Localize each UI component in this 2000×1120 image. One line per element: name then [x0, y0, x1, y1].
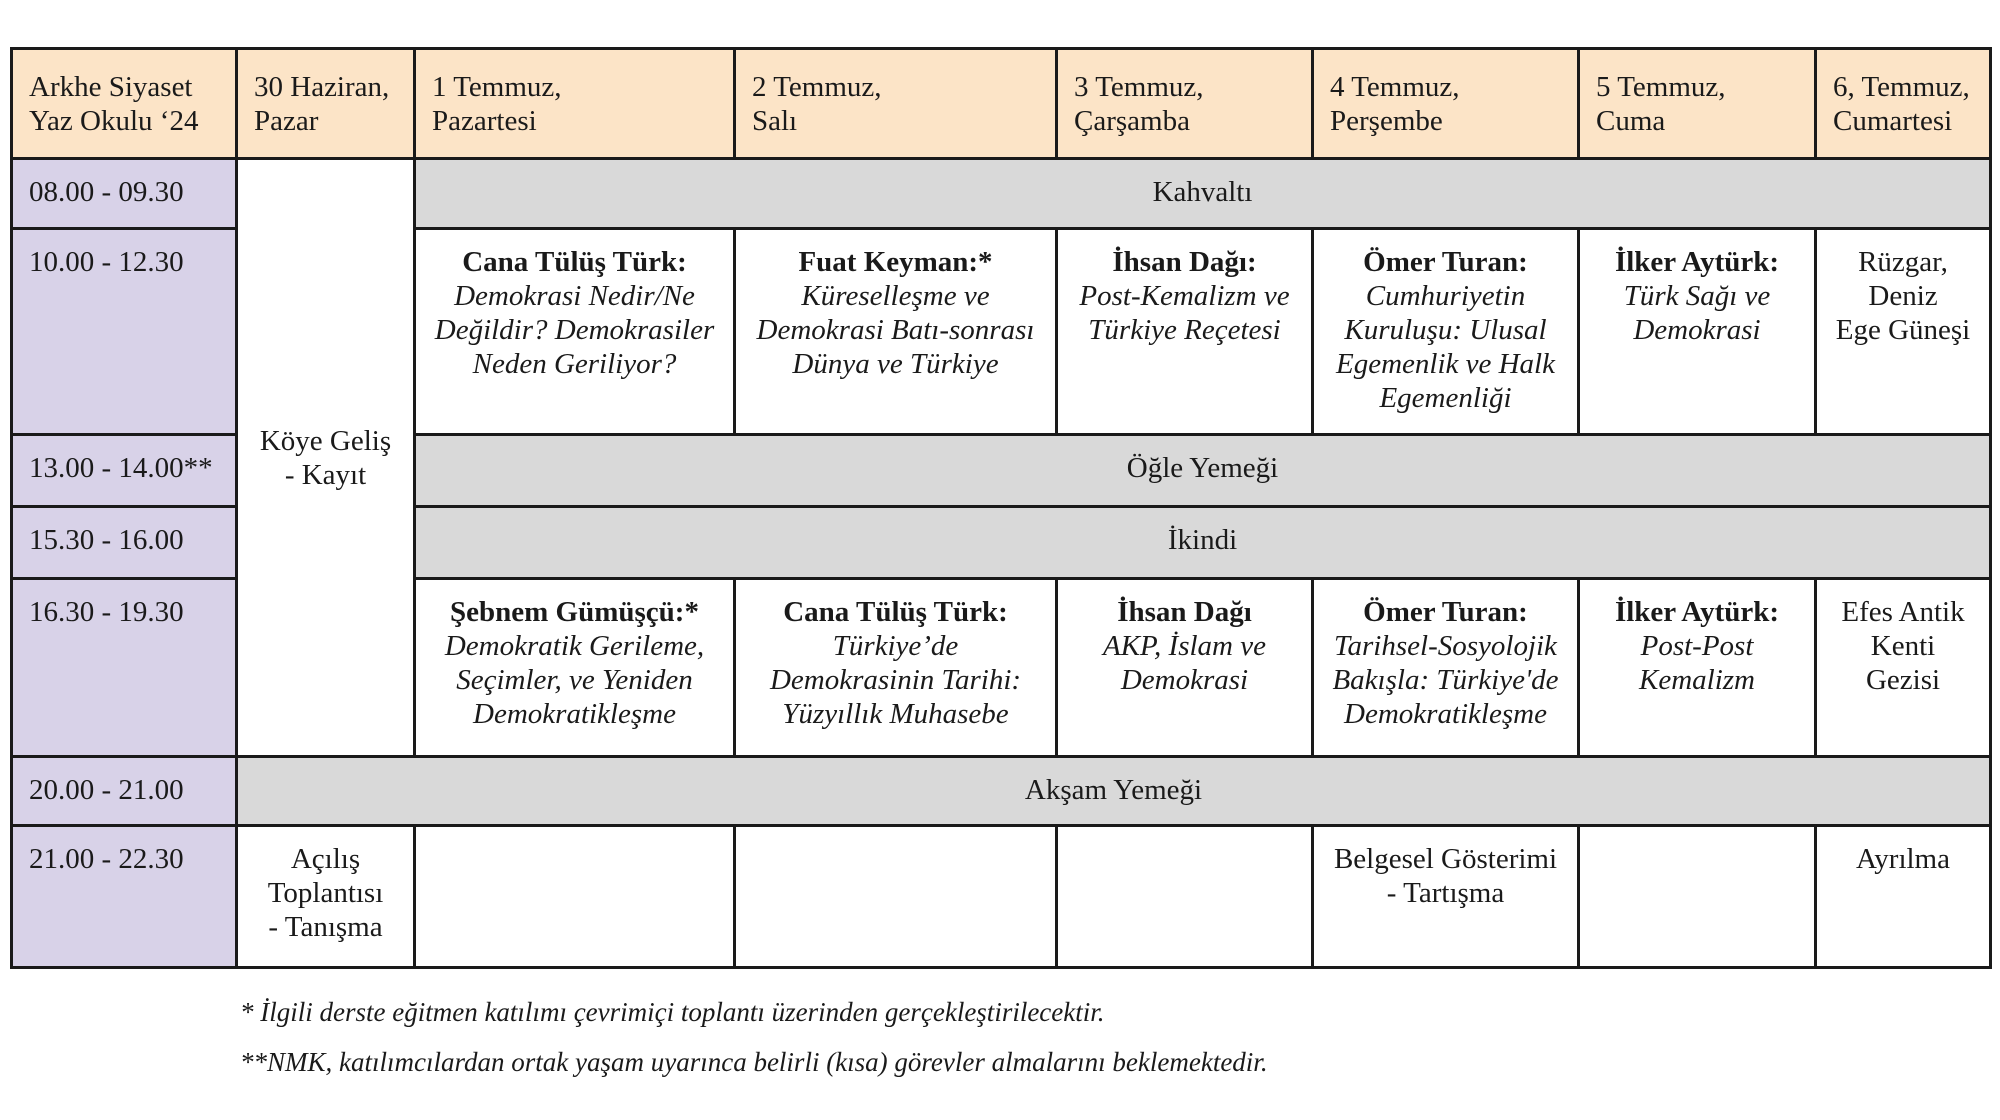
day-date: 1 Temmuz,: [432, 71, 562, 103]
time-slot: 15.30 - 16.00: [12, 507, 237, 579]
opening-line: Toplantısı: [267, 877, 384, 909]
day-date: 4 Temmuz,: [1330, 71, 1460, 103]
empty-cell: [1579, 826, 1816, 968]
day-header-6: [1816, 49, 1991, 159]
lecturer-name: Cana Tülüş Türk:: [783, 596, 1008, 628]
session-cell: [735, 579, 1057, 757]
lecture-topic-line: Demokrasi: [1633, 314, 1761, 346]
day-header-4: [1313, 49, 1579, 159]
lecture-topic-line: Post-Post: [1640, 630, 1754, 662]
lecture-topic-line: Demokratik Gerileme,: [444, 630, 705, 662]
activity-cell: [1816, 579, 1991, 757]
session-cell: [415, 579, 735, 757]
empty-cell: [1057, 826, 1313, 968]
lecture-topic-line: Demokrasinin Tarihi:: [769, 664, 1022, 696]
day-date: 3 Temmuz,: [1074, 71, 1204, 103]
lecturer-name: İhsan Dağı: [1117, 596, 1252, 628]
lecture-topic-line: Demokrasi: [1120, 664, 1249, 696]
lecture-topic-line: Demokrasi Nedir/Ne: [454, 280, 695, 312]
lecture-topic-line: Değildir? Demokrasiler: [434, 314, 715, 346]
day-date: 6, Temmuz,: [1833, 71, 1970, 103]
time-slot: 16.30 - 19.30: [12, 579, 237, 757]
day-weekday: Cuma: [1596, 105, 1666, 137]
activity-line: Kenti: [1870, 630, 1936, 662]
day-date: 5 Temmuz,: [1596, 71, 1726, 103]
school-title-line-2: Yaz Okulu ‘24: [29, 105, 199, 137]
day-header-2: [735, 49, 1057, 159]
opening-line: Açılış: [290, 843, 361, 875]
lecture-topic-line: Türk Sağı ve: [1623, 280, 1771, 312]
lecture-topic-line: AKP, İslam ve: [1103, 630, 1266, 662]
lecturer-name: İhsan Dağı:: [1112, 246, 1257, 278]
lecturer-name: Fuat Keyman:*: [798, 246, 993, 278]
lecturer-name: Ömer Turan:: [1363, 596, 1528, 628]
lecture-topic-line: Kuruluşu: Ulusal: [1344, 314, 1547, 346]
day-weekday: Salı: [752, 105, 798, 137]
lecture-topic-line: Cumhuriyetin: [1365, 280, 1526, 312]
day-weekday: Perşembe: [1330, 105, 1443, 137]
lecture-topic-line: Dünya ve Türkiye: [792, 348, 999, 380]
breakfast-bar: Kahvaltı: [415, 159, 1991, 229]
arrival-line-2: - Kayıt: [284, 458, 367, 491]
lecture-topic-line: Türkiye Reçetesi: [1088, 314, 1281, 346]
empty-cell: [735, 826, 1057, 968]
activity-cell: [1816, 229, 1991, 435]
day-weekday: Pazartesi: [432, 105, 537, 137]
activity-line: Efes Antik: [1841, 596, 1965, 628]
day-date: 2 Temmuz,: [752, 71, 882, 103]
activity-line: Rüzgar,: [1858, 246, 1948, 278]
time-slot: 10.00 - 12.30: [12, 229, 237, 435]
session-cell: [1313, 229, 1579, 435]
time-slot: 08.00 - 09.30: [12, 159, 237, 229]
lecture-topic-line: Bakışla: Türkiye'de: [1332, 664, 1559, 696]
footnote-nmk: **NMK, katılımcılardan ortak yaşam uyarınca belirli (kısa) görevler almalarını beklemektedir.: [240, 1047, 1268, 1077]
school-title-cell: [12, 49, 237, 159]
night-row: [12, 826, 1991, 968]
session-cell: [1579, 579, 1816, 757]
day-weekday: Cumartesi: [1833, 105, 1953, 137]
lecturer-name: İlker Aytürk:: [1614, 246, 1780, 278]
school-title-line-1: Arkhe Siyaset: [29, 71, 193, 103]
session-cell: [415, 229, 735, 435]
session-cell: [1057, 579, 1313, 757]
time-slot: 21.00 - 22.30: [12, 826, 237, 968]
lecturer-name: Şebnem Gümüşçü:*: [450, 596, 699, 628]
documentary-cell: [1313, 826, 1579, 968]
lecture-topic-line: Küreselleşme ve: [801, 280, 990, 312]
activity-line: Ege Güneşi: [1835, 314, 1971, 346]
lecturer-name: İlker Aytürk:: [1614, 596, 1780, 628]
arrival-line-1: Köye Geliş: [259, 424, 392, 457]
day-weekday: Çarşamba: [1074, 105, 1190, 137]
dinner-bar: Akşam Yemeği: [237, 757, 1991, 826]
lecture-topic-line: Yüzyıllık Muhasebe: [782, 698, 1009, 730]
lecture-topic-line: Tarihsel-Sosyolojik: [1334, 630, 1557, 662]
lecture-topic-line: Demokratikleşme: [1344, 698, 1547, 730]
activity-line: Deniz: [1868, 280, 1938, 312]
session-cell: [735, 229, 1057, 435]
day-header-0: [237, 49, 415, 159]
session-cell: [1313, 579, 1579, 757]
arrival-cell: [237, 159, 415, 757]
header-row: [12, 49, 1991, 159]
lecture-topic-line: Egemenlik ve Halk: [1335, 348, 1555, 380]
schedule-table: [10, 47, 1992, 969]
day-date: 30 Haziran,: [254, 71, 390, 103]
footnote-online: * İlgili derste eğitmen katılımı çevrimiçi toplantı üzerinden gerçekleştirilecektir.: [240, 997, 1105, 1027]
day-header-3: [1057, 49, 1313, 159]
lecture-topic-line: Seçimler, ve Yeniden: [456, 664, 693, 696]
session-cell: [1057, 229, 1313, 435]
lecture-topic-line: Türkiye’de: [832, 630, 959, 662]
activity-line: Gezisi: [1865, 664, 1941, 696]
lunch-bar: Öğle Yemeği: [415, 435, 1991, 507]
lecture-topic-line: Post-Kemalizm ve: [1079, 280, 1290, 312]
opening-line: - Tanışma: [268, 911, 383, 943]
dinner-row: [12, 757, 1991, 826]
lecture-topic-line: Neden Geriliyor?: [472, 348, 677, 380]
day-weekday: Pazar: [254, 105, 319, 137]
documentary-line: - Tartışma: [1386, 877, 1505, 909]
lecturer-name: Cana Tülüş Türk:: [462, 246, 687, 278]
departure-cell: Ayrılma: [1816, 826, 1991, 968]
opening-cell: [237, 826, 415, 968]
lecture-topic-line: Demokrasi Batı-sonrası: [756, 314, 1035, 346]
day-header-5: [1579, 49, 1816, 159]
lecture-topic-line: Egemenliği: [1379, 382, 1512, 414]
session-cell: [1579, 229, 1816, 435]
documentary-line: Belgesel Gösterimi: [1333, 843, 1558, 875]
lecture-topic-line: Demokratikleşme: [473, 698, 676, 730]
lecturer-name: Ömer Turan:: [1363, 246, 1528, 278]
breakfast-row: [12, 159, 1991, 229]
time-slot: 20.00 - 21.00: [12, 757, 237, 826]
lecture-topic-line: Kemalizm: [1639, 664, 1755, 696]
day-header-1: [415, 49, 735, 159]
afternoon-bar: İkindi: [415, 507, 1991, 579]
time-slot: 13.00 - 14.00**: [12, 435, 237, 507]
empty-cell: [415, 826, 735, 968]
